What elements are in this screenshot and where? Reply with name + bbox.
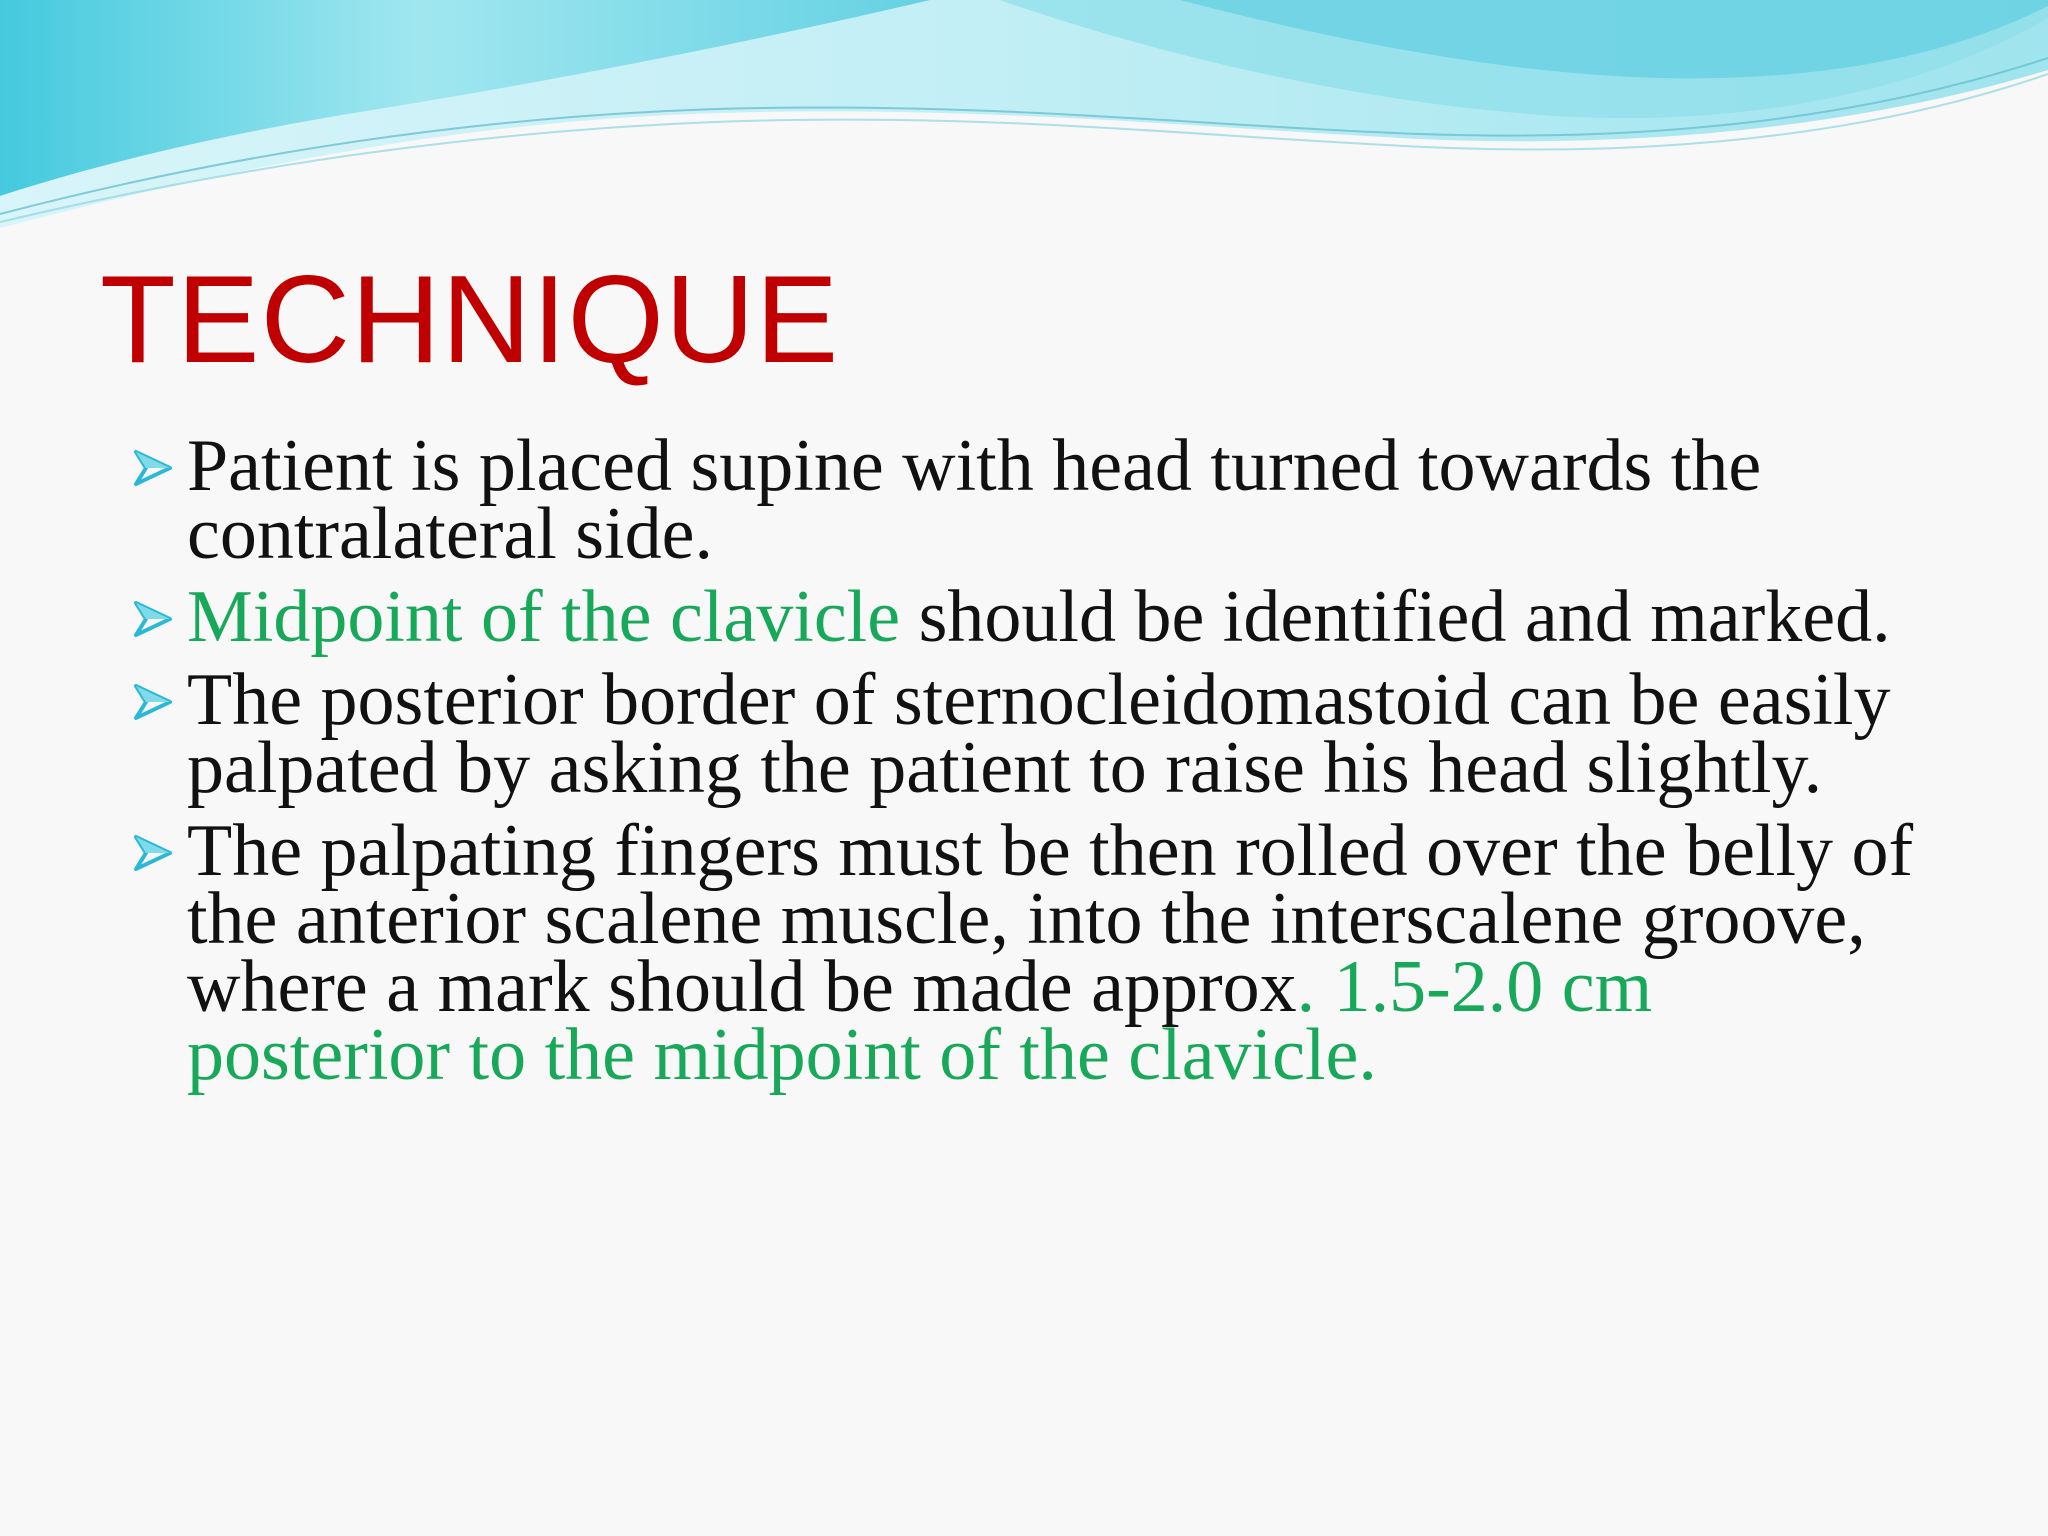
bullet-item (130, 810, 1930, 1096)
bullet-highlight-text: . 1.5-2.0 cm posterior to the midpoint of the clavicle. (187, 946, 1653, 1096)
arrow-bullet-icon (130, 599, 174, 639)
bullet-text: The posterior border of sternocleidomastoid can be easily palpated by asking the patient to raise his head slightly. (187, 659, 1891, 809)
bullet-list (130, 425, 1930, 1104)
bullet-text: should be identified and marked. (900, 576, 1891, 658)
bullet-text: The palpating fingers must be then rolled over the belly of the anterior scalene muscle, into the interscalene groove, where a mark should be made approx (187, 810, 1914, 1028)
bullet-text: Patient is placed supine with head turned towards the contralateral side. (187, 425, 1762, 575)
bullet-highlight-text: Midpoint of the clavicle (187, 576, 901, 658)
header-wave-decoration (0, 0, 2048, 240)
arrow-bullet-icon (130, 448, 174, 488)
slide-title: TECHNIQUE (100, 251, 840, 389)
arrow-bullet-icon (130, 682, 174, 722)
bullet-item (130, 576, 1930, 658)
bullet-item (130, 659, 1930, 809)
bullet-item (130, 425, 1930, 575)
arrow-bullet-icon (130, 833, 174, 873)
